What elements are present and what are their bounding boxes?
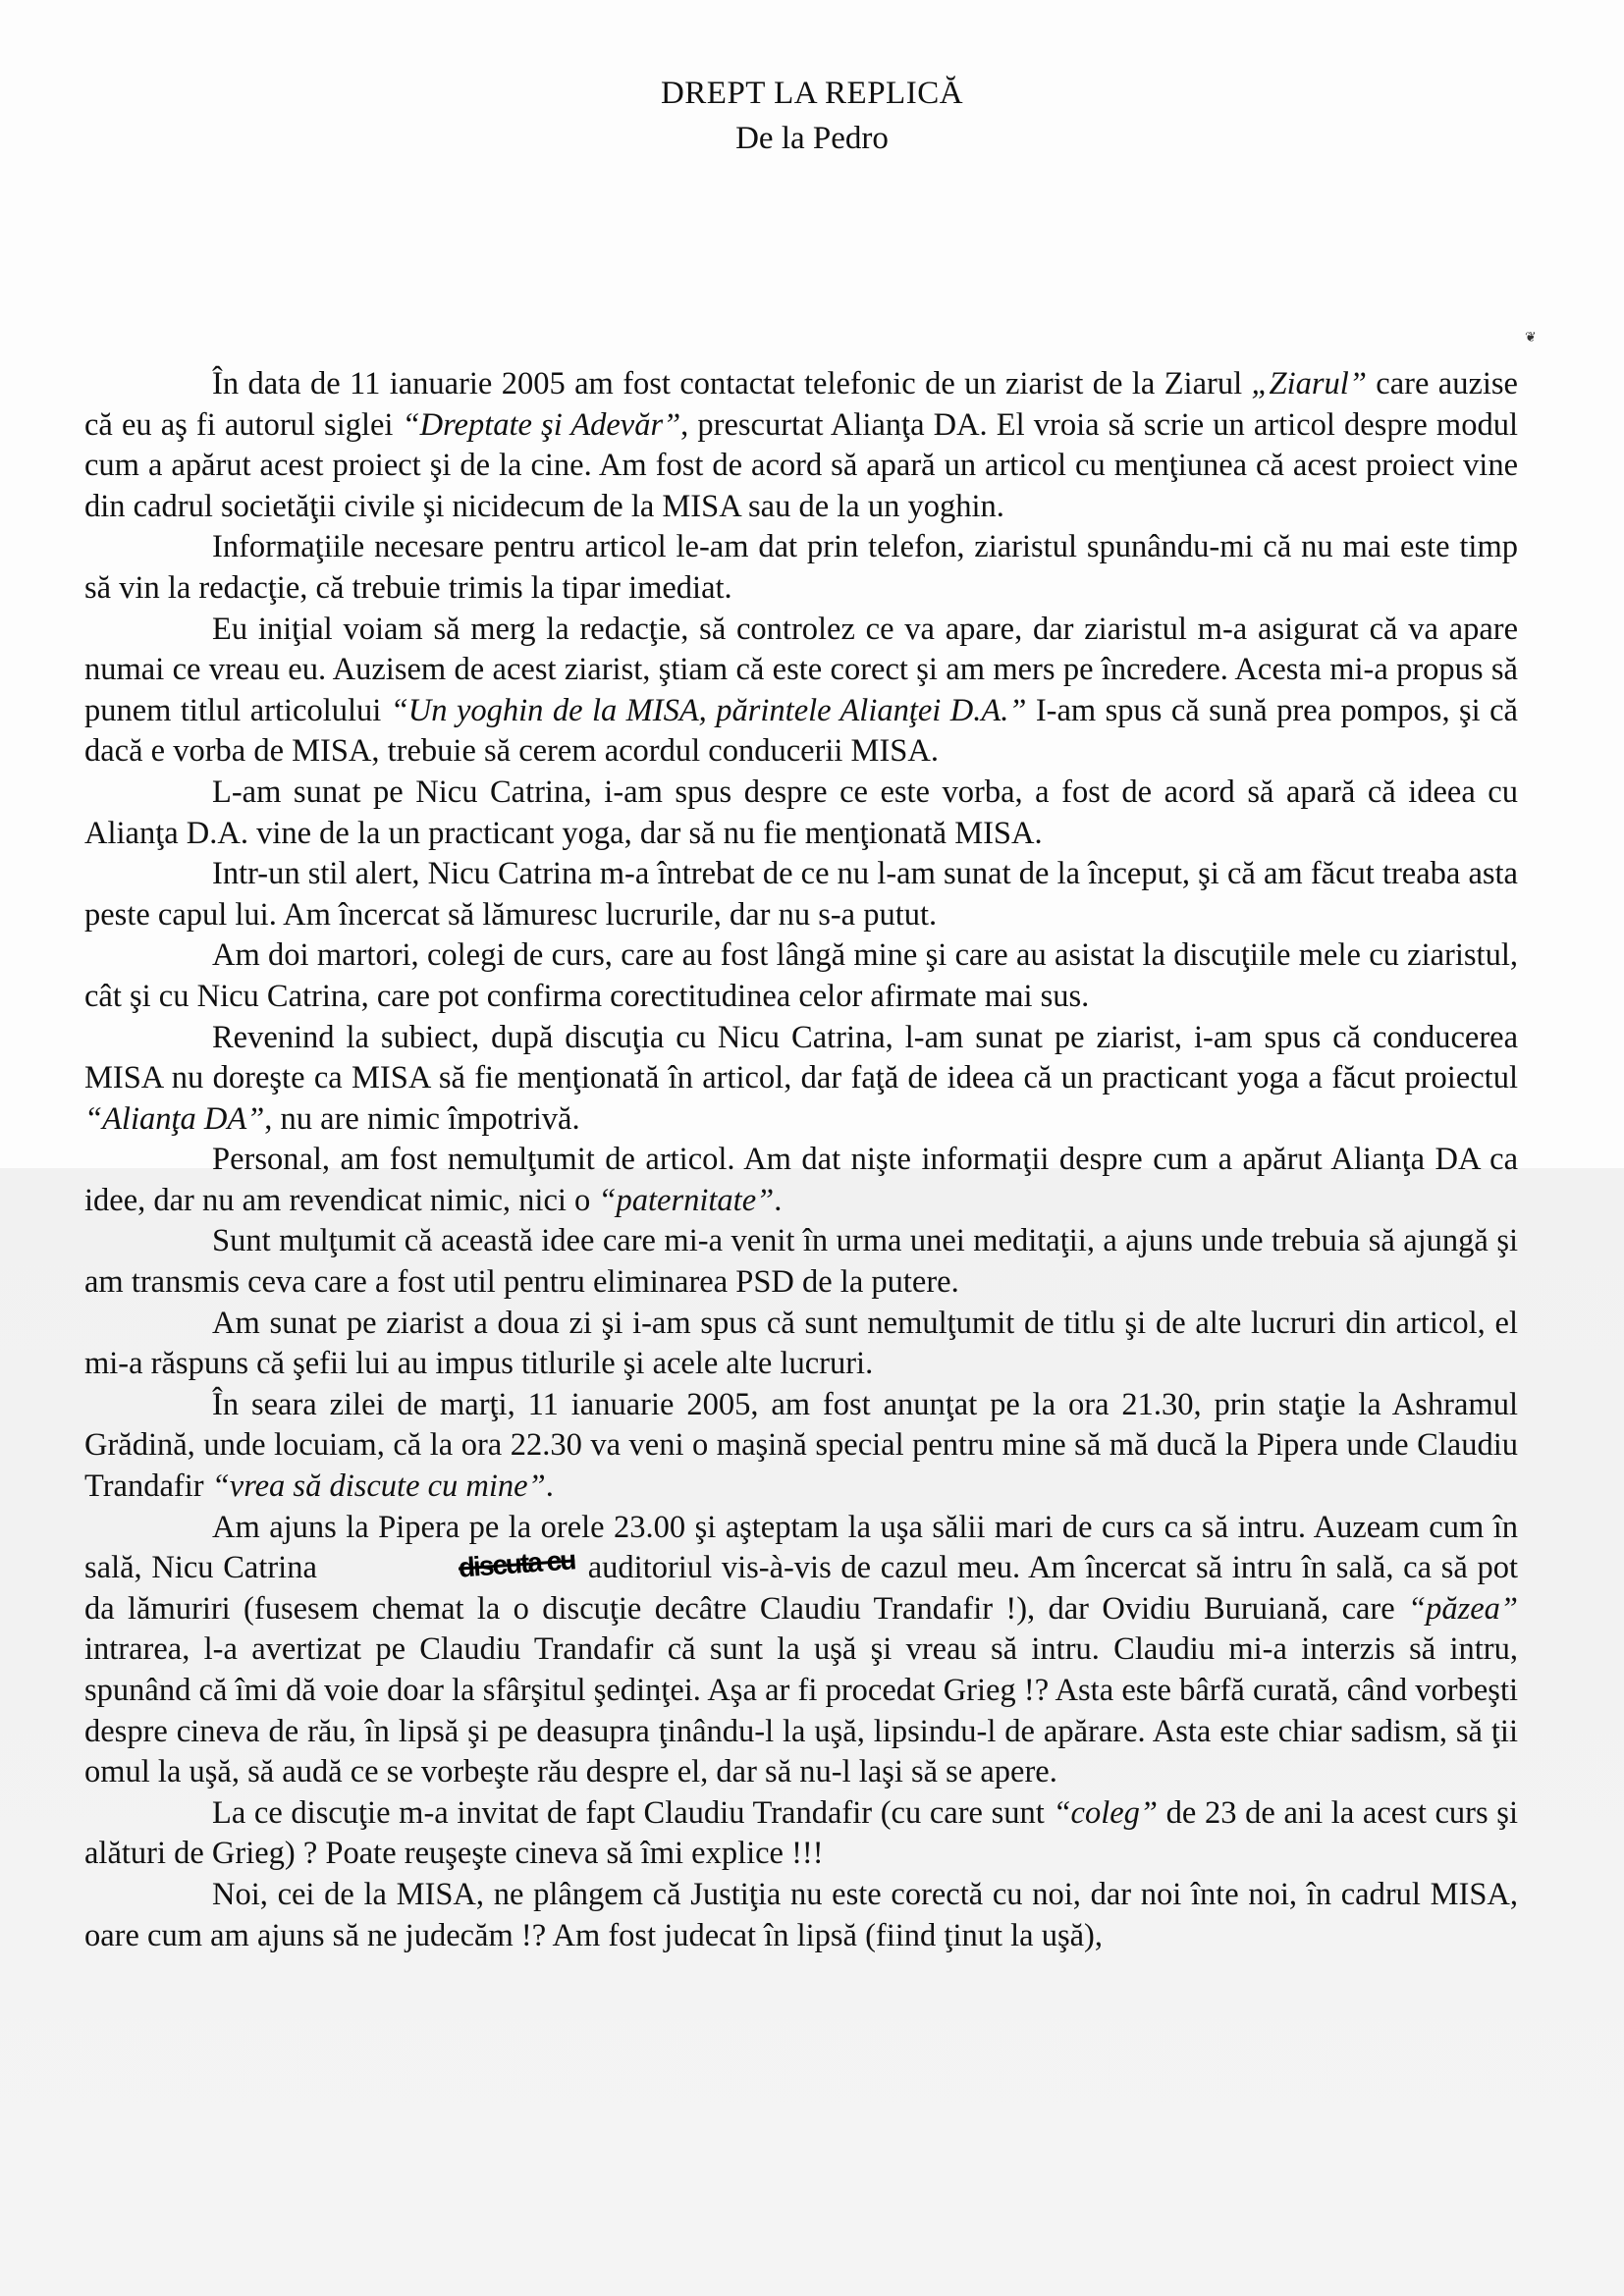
text-run: Am doi martori, colegi de curs, care au fost lângă mine şi care au asistat la discuţiile mele cu ziaristul, cât şi cu Nicu Catrina, care pot confirma corectitudinea celor afirmate mai sus. [84,937,1518,1014]
paragraph [84,1304,1518,1385]
italic-phrase: “coleg” [1053,1794,1158,1831]
italic-phrase: “păzea” [1408,1590,1518,1627]
text-run: Sunt mulţumit că această idee care mi-a venit în urma unei meditaţii, a ajuns unde trebuia să ajungă şi am transmis ceva care a fost util pentru eliminarea PSD de la putere. [84,1223,1518,1301]
paragraph [84,935,1518,1017]
text-run: Revenind la subiect, după discuţia cu Nicu Catrina, l-am sunat pe ziarist, i-am spus că conducerea MISA nu doreşte ca MISA să fie menţionată în articol, dar faţă de ideea că un practicant yoga a făcut proiectul [84,1019,1518,1096]
paragraph [84,1508,1518,1793]
paragraph [84,1140,1518,1221]
text-run: . [774,1182,783,1218]
italic-phrase: “Dreptate şi Adevăr” [402,406,681,443]
italic-phrase: “Alianţa DA” [84,1100,265,1137]
paragraph [84,773,1518,854]
text-run: Eu iniţial voiam să merg la redacţie, să controlez ce va apare, dar ziaristul m-a asigurat că va apare numai ce vreau eu. Auzisem de acest ziarist, ştiam că este corect şi am mers pe încredere. Acesta mi-a propus să punem titlul articolului [84,611,1518,728]
paragraph [84,1018,1518,1141]
text-run: Am sunat pe ziarist a doua zi şi i-am spus că sunt nemulţumit de titlu şi de alte lucruri din articol, el mi-a răspuns că şefii lui au impus titlurile şi acele alte lucruri. [84,1305,1518,1382]
text-run: Am ajuns la Pipera pe la orele 23.00 şi aşteptam la uşa sălii mari de curs ca să intru. Auzeam cum în sală, Nicu Catrina [84,1509,1518,1586]
italic-phrase: “paternitate” [598,1182,775,1218]
text-run: Informaţiile necesare pentru articol le-am dat prin telefon, ziaristul spunându-mi că nu mai este timp să vin la redacţie, că trebuie trimis la tipar imediat. [84,529,1518,606]
text-run: La ce discuţie m-a invitat de fapt Claudiu Trandafir (cu care sunt [212,1794,1054,1831]
paragraph [84,364,1518,527]
margin-mark-icon: ❦ [1525,330,1537,346]
paragraph [84,610,1518,773]
text-run: I-am spus că sună prea pompos, şi că dacă e vorba de MISA, trebuie să cerem acordul conducerii MISA. [84,692,1518,770]
text-run: Personal, am fost nemulţumit de articol. Am dat nişte informaţii despre cum a apărut Alianţa DA ca idee, dar nu am revendicat nimic, nici o [84,1142,1518,1218]
document-header [0,71,1624,161]
paragraph [84,1793,1518,1875]
paragraph [84,527,1518,609]
italic-phrase: “vrea să discute cu mine” [211,1468,546,1505]
text-run: . [545,1468,554,1505]
text-run: În seara zilei de marţi, 11 ianuarie 2005, am fost anunţat pe la ora 21.30, prin staţie la Ashramul Grădină, unde locuiam, că la ora 22.30 va veni o maşină special pentru mine să mă ducă la Pipera unde Claudiu Trandafir [84,1386,1518,1505]
text-run: care auzise că eu aş fi autorul siglei [84,366,1518,443]
text-run: L-am sunat pe Nicu Catrina, i-am spus despre ce este vorba, a fost de acord să apară că ideea cu Alianţa D.A. vine de la un practicant yoga, dar să nu fie menţionată MISA. [84,774,1518,851]
italic-phrase: „Ziarul” [1251,366,1367,401]
paragraph [84,1385,1518,1508]
italic-phrase: “Un yoghin de la MISA, părintele Alianţei D.A.” [390,692,1027,728]
document-body [84,364,1518,1956]
paragraph [84,1875,1518,1956]
document-title: DREPT LA REPLICĂ [660,76,964,111]
text-run: , nu are nimic împotrivă. [264,1100,580,1137]
handwritten-correction: discuta cu [457,1544,575,1583]
text-run: intrarea, l-a avertizat pe Claudiu Trandafir că sunt la uşă şi vreau să intru. Claudiu mi-a interzis să intru, spunând că îmi dă voie doar la sfârşitul şedinţei. Aşa ar fi procedat Grieg !? Asta este bârfă curată, când vorbeşti despre cineva de rău, în lipsă şi pe deasupra ţinându-l la uşă, lipsindu-l de apărare. Asta este chiar sadism, să ţii omul la uşă, să audă ce se vorbeşte rău despre el, dar să nu-l laşi să se apere. [84,1631,1518,1790]
text-run: Intr-un stil alert, Nicu Catrina m-a întrebat de ce nu l-am sunat de la început, şi că am făcut treaba asta peste capul lui. Am încercat să lămuresc lucrurile, dar nu s-a putut. [84,856,1518,933]
paragraph [84,854,1518,935]
text-run: auditoriul vis-à-vis de cazul meu. Am încercat să intru în sală, ca să pot da lămuriri (fusesem chemat la o discuţie decâtre Claudiu Trandafir !), dar Ovidiu Buruiană, care [84,1550,1518,1627]
document-subtitle: De la Pedro [735,121,889,156]
paragraph [84,1221,1518,1303]
text-run: de 23 de ani la acest curs şi alături de Grieg) ? Poate reuşeşte cineva să îmi explice !!! [84,1794,1518,1872]
text-run: Noi, cei de la MISA, ne plângem că Justiţia nu este corectă cu noi, dar noi înte noi, în cadrul MISA, oare cum am ajuns să ne judecăm !? Am fost judecat în lipsă (fiind ţinut la uşă), [84,1876,1518,1953]
text-run: , prescurtat Alianţa DA. El vroia să scrie un articol despre modul cum a apărut acest proiect şi de la cine. Am fost de acord să apară un articol cu menţiunea că acest proiect vine din cadrul societăţii civile şi nicidecum de la MISA sau de la un yoghin. [84,406,1518,524]
text-run: În data de 11 ianuarie 2005 am fost contactat telefonic de un ziarist de la Ziarul [212,366,1252,401]
